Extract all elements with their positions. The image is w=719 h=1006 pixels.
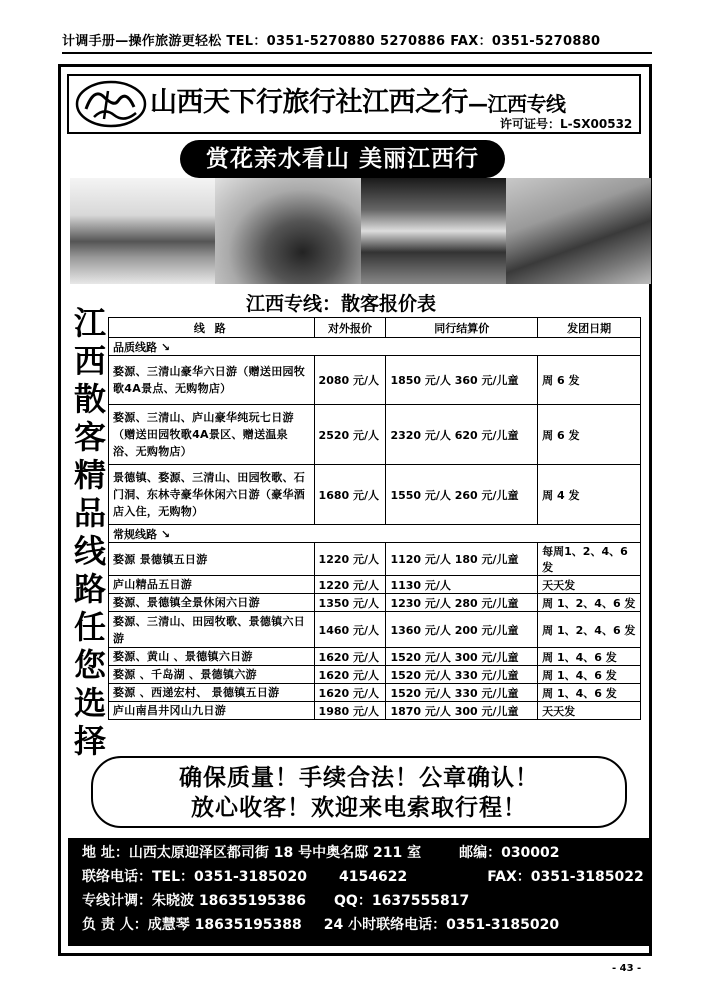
date-cell: 每周1、2、4、6发 <box>538 543 641 576</box>
page-number: - 43 - <box>612 963 642 974</box>
price-cell: 1220 元/人 <box>314 576 386 594</box>
settle-cell: 1850 元/人 360 元/儿童 <box>386 356 538 405</box>
vertical-char: 线 <box>73 532 106 570</box>
date-cell: 周 1、4、6 发 <box>538 684 641 702</box>
table-body <box>109 338 641 720</box>
vertical-char: 选 <box>73 684 106 722</box>
settle-cell: 2320 元/人 620 元/儿童 <box>386 405 538 465</box>
price-cell: 1350 元/人 <box>314 594 386 612</box>
fax: FAX：0351-3185022 <box>487 869 644 885</box>
notice-line-2: 放心收客！欢迎来电索取行程！ <box>191 795 527 821</box>
agency-title <box>150 80 566 119</box>
quality-notice <box>91 756 627 828</box>
route-cell: 婺源、三清山、田园牧歌、景德镇六日游 <box>109 612 315 648</box>
postcode: 邮编：030002 <box>459 845 560 861</box>
table-row <box>109 576 641 594</box>
notice-line-1: 确保质量！手续合法！公章确认！ <box>179 765 539 791</box>
agency-logo-icon <box>74 79 148 129</box>
vertical-slogan <box>70 304 110 760</box>
table-row <box>109 648 641 666</box>
date-cell: 周 6 发 <box>538 356 641 405</box>
settle-cell: 1130 元/人 <box>386 576 538 594</box>
slogan-banner: 赏花亲水看山 美丽江西行 <box>180 140 505 178</box>
table-header-row <box>109 318 641 338</box>
vertical-char: 西 <box>73 342 106 380</box>
license-number: 许可证号：L-SX00532 <box>500 117 633 131</box>
mountain-photo <box>70 178 215 284</box>
date-cell: 天天发 <box>538 702 641 720</box>
table-title: 江西专线：散客报价表 <box>246 293 437 315</box>
settle-cell: 1520 元/人 330 元/儿童 <box>386 666 538 684</box>
vertical-char: 精 <box>73 456 106 494</box>
date-cell: 周 1、4、6 发 <box>538 648 641 666</box>
section-label: 常规线路 ↘ <box>109 525 641 543</box>
vertical-char: 您 <box>73 646 106 684</box>
col-header-price: 对外报价 <box>314 318 386 338</box>
vertical-char: 客 <box>73 418 106 456</box>
route-cell: 庐山精品五日游 <box>109 576 315 594</box>
vertical-char: 江 <box>73 304 106 342</box>
vertical-char: 择 <box>73 722 106 760</box>
table-row <box>109 356 641 405</box>
settle-cell: 1360 元/人 200 元/儿童 <box>386 612 538 648</box>
address-label: 地 址： <box>82 845 129 861</box>
contact-block <box>68 838 650 946</box>
route-cell: 婺源 景德镇五日游 <box>109 543 315 576</box>
date-cell: 周 1、2、4、6 发 <box>538 612 641 648</box>
col-header-route: 线 路 <box>109 318 315 338</box>
vertical-char: 路 <box>73 570 106 608</box>
table-row <box>109 543 641 576</box>
price-cell: 2520 元/人 <box>314 405 386 465</box>
price-cell: 1220 元/人 <box>314 543 386 576</box>
route-cell: 婺源 、千岛湖 、景德镇六游 <box>109 666 315 684</box>
route-cell: 婺源、三清山、庐山豪华纯玩七日游（赠送田园牧歌4A景区、赠送温泉浴、无购物店） <box>109 405 315 465</box>
hotline: 24 小时联络电话：0351-3185020 <box>323 917 560 933</box>
vertical-char: 散 <box>73 380 106 418</box>
route-cell: 景德镇、婺源、三清山、田园牧歌、石门洞、东林寺豪华休闲六日游（豪华酒店入住，无购物） <box>109 465 315 525</box>
tel2: 4154622 <box>339 869 408 885</box>
route-cell: 婺源 、西递宏村、 景德镇五日游 <box>109 684 315 702</box>
address: 山西太原迎泽区都司街 18 号中奥名邸 211 室 <box>128 845 422 861</box>
vertical-char: 任 <box>73 608 106 646</box>
planner-line <box>82 890 469 910</box>
col-header-settle: 同行结算价 <box>386 318 538 338</box>
date-cell: 周 1、2、4、6 发 <box>538 594 641 612</box>
date-cell: 天天发 <box>538 576 641 594</box>
price-table <box>108 317 641 720</box>
table-row <box>109 666 641 684</box>
planner-label: 专线计调： <box>82 893 152 909</box>
phone-label: 联络电话： <box>82 869 152 885</box>
route-cell: 庐山南昌井冈山九日游 <box>109 702 315 720</box>
rock-peak-photo <box>215 178 360 284</box>
title-suffix: —江西专线 <box>468 92 566 116</box>
table-row <box>109 702 641 720</box>
price-cell: 1460 元/人 <box>314 612 386 648</box>
manager-label: 负 责 人： <box>82 917 148 933</box>
settle-cell: 1120 元/人 180 元/儿童 <box>386 543 538 576</box>
section-label: 品质线路 ↘ <box>109 338 641 356</box>
date-cell: 周 6 发 <box>538 405 641 465</box>
price-cell: 1620 元/人 <box>314 666 386 684</box>
table-row <box>109 612 641 648</box>
page-header: 计调手册—操作旅游更轻松 TEL：0351-5270880 5270886 FAX：0351-5270880 <box>62 30 652 54</box>
manager: 成慧琴 18635195388 <box>147 917 302 933</box>
table-row <box>109 405 641 465</box>
settle-cell: 1870 元/人 300 元/儿童 <box>386 702 538 720</box>
tel: TEL：0351-3185020 <box>152 869 307 885</box>
price-cell: 1980 元/人 <box>314 702 386 720</box>
section-row <box>109 338 641 356</box>
table-row <box>109 594 641 612</box>
settle-cell: 1550 元/人 260 元/儿童 <box>386 465 538 525</box>
settle-cell: 1230 元/人 280 元/儿童 <box>386 594 538 612</box>
price-cell: 1620 元/人 <box>314 684 386 702</box>
title-main: 山西天下行旅行社江西之行 <box>150 87 468 118</box>
price-cell: 2080 元/人 <box>314 356 386 405</box>
qq: QQ：1637555817 <box>334 893 470 909</box>
route-cell: 婺源、景德镇全景休闲六日游 <box>109 594 315 612</box>
route-cell: 婺源、三清山豪华六日游（赠送田园牧歌4A景点、无购物店） <box>109 356 315 405</box>
address-line <box>82 842 560 862</box>
price-cell: 1620 元/人 <box>314 648 386 666</box>
date-cell: 周 1、4、6 发 <box>538 666 641 684</box>
village-photo <box>361 178 506 284</box>
table-row <box>109 465 641 525</box>
date-cell: 周 4 发 <box>538 465 641 525</box>
planner: 朱晓波 18635195386 <box>152 893 307 909</box>
manager-line <box>82 914 559 934</box>
route-cell: 婺源、黄山 、景德镇六日游 <box>109 648 315 666</box>
vertical-char: 品 <box>73 494 106 532</box>
settle-cell: 1520 元/人 330 元/儿童 <box>386 684 538 702</box>
section-row <box>109 525 641 543</box>
settle-cell: 1520 元/人 300 元/儿童 <box>386 648 538 666</box>
col-header-date: 发团日期 <box>538 318 641 338</box>
price-cell: 1680 元/人 <box>314 465 386 525</box>
terrace-field-photo <box>506 178 651 284</box>
table-row <box>109 684 641 702</box>
phone-line <box>82 866 644 886</box>
scenery-photo-strip <box>70 178 651 284</box>
